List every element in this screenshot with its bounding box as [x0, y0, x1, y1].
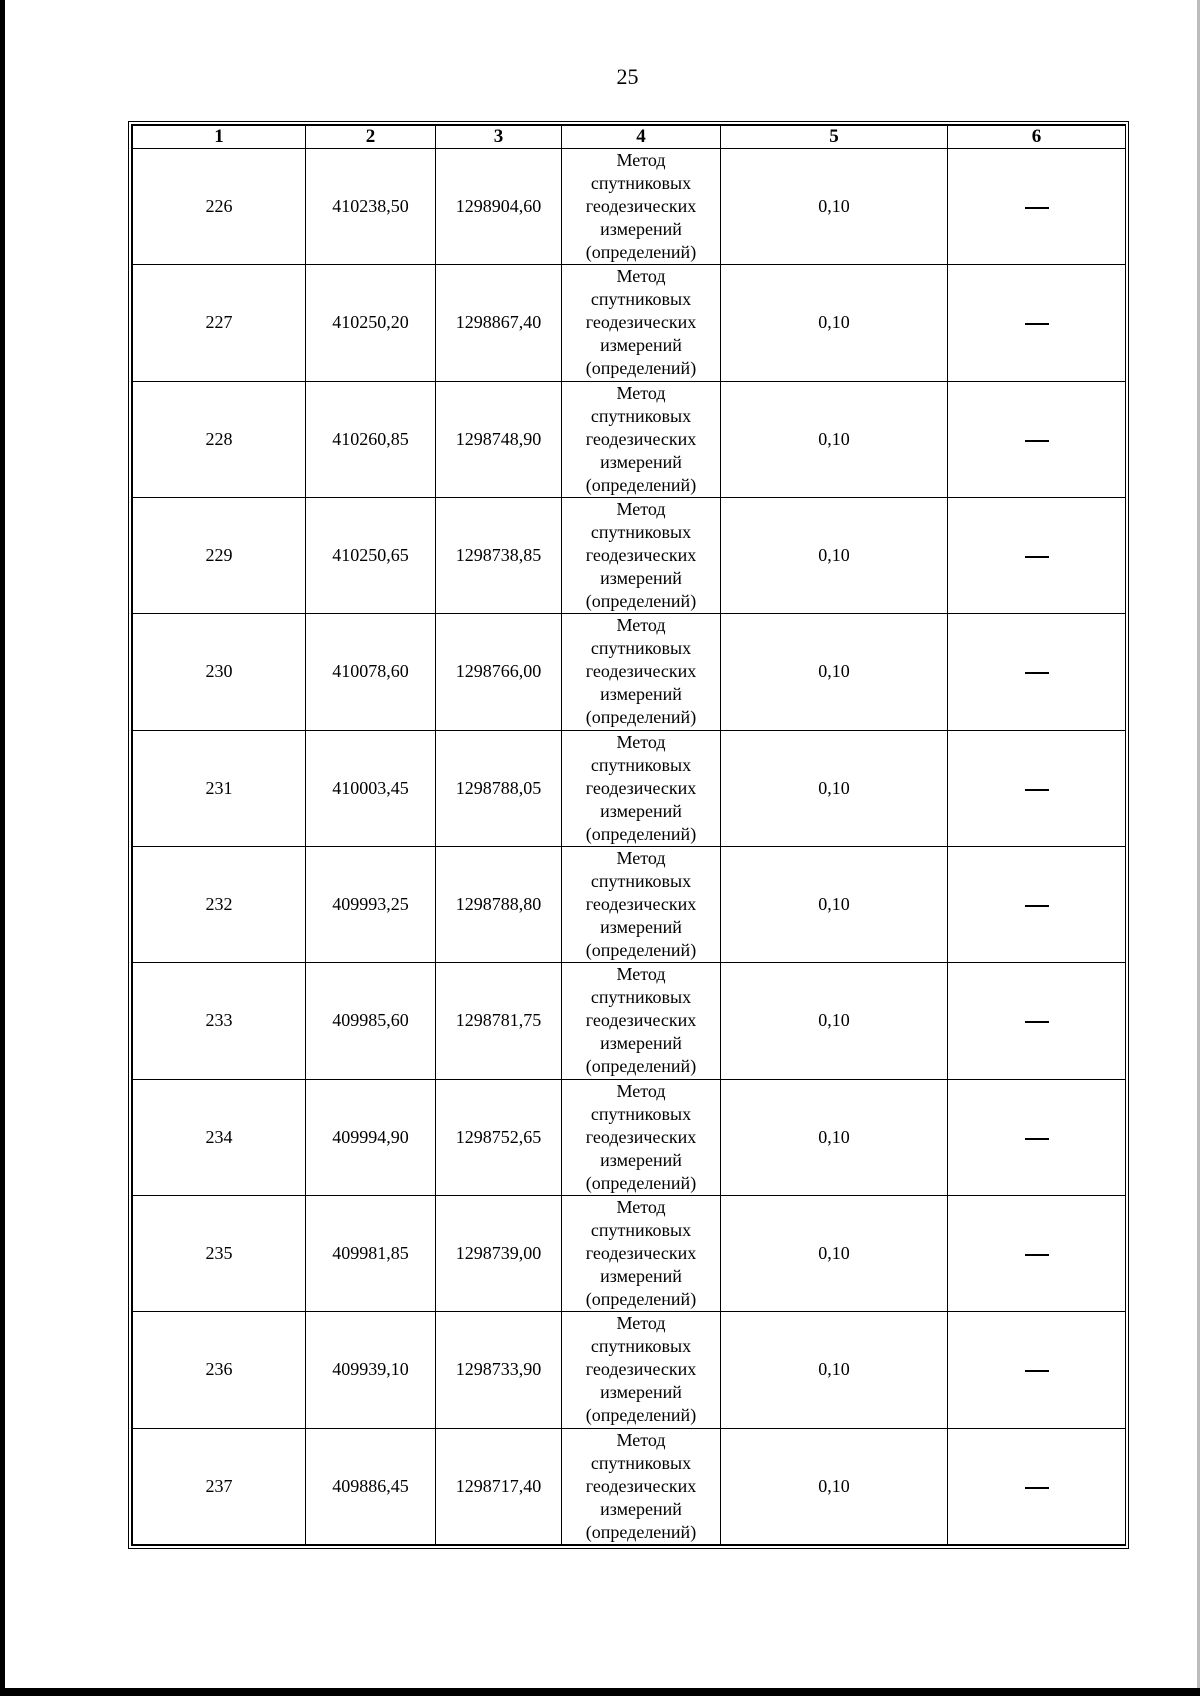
method-line: спутниковых [590, 1452, 692, 1473]
accuracy-cell: 0,10 [721, 1312, 948, 1428]
method-line: Метод [616, 266, 666, 287]
method-line: Метод [616, 382, 666, 403]
description-cell [948, 1195, 1126, 1311]
x-coordinate-cell: 409994,90 [306, 1079, 436, 1195]
method-line: геодезических [585, 1475, 697, 1496]
dash-mark [1025, 1021, 1049, 1023]
y-coordinate-cell: 1298867,40 [436, 265, 562, 381]
point-number-cell: 226 [133, 149, 306, 265]
x-coordinate-cell: 409886,45 [306, 1428, 436, 1544]
dash-mark [1025, 672, 1049, 674]
method-line: спутниковых [590, 289, 692, 310]
method-line: измерений [600, 800, 682, 821]
method-line: геодезических [585, 661, 697, 682]
table-row [133, 1195, 1126, 1311]
method-line: (определений) [585, 242, 697, 263]
point-number-cell: 236 [133, 1312, 306, 1428]
y-coordinate-cell: 1298748,90 [436, 381, 562, 497]
table-row [133, 846, 1126, 962]
description-cell [948, 963, 1126, 1079]
column-header-4: 4 [562, 126, 721, 149]
x-coordinate-cell: 410250,20 [306, 265, 436, 381]
dash-mark [1025, 323, 1049, 325]
method-line: Метод [616, 150, 666, 171]
method-line: спутниковых [590, 522, 692, 543]
dash-mark [1025, 207, 1049, 209]
y-coordinate-cell: 1298904,60 [436, 149, 562, 265]
method-line: (определений) [585, 1521, 697, 1542]
point-number-cell: 234 [133, 1079, 306, 1195]
description-cell [948, 1428, 1126, 1544]
method-line: (определений) [585, 707, 697, 728]
method-line: геодезических [585, 1359, 697, 1380]
x-coordinate-cell: 410003,45 [306, 730, 436, 846]
dash-mark [1025, 905, 1049, 907]
y-coordinate-cell: 1298717,40 [436, 1428, 562, 1544]
y-coordinate-cell: 1298766,00 [436, 614, 562, 730]
description-cell [948, 1312, 1126, 1428]
description-cell [948, 1079, 1126, 1195]
method-cell [562, 1428, 721, 1544]
description-cell [948, 149, 1126, 265]
method-line: Метод [616, 615, 666, 636]
method-line: (определений) [585, 1289, 697, 1310]
y-coordinate-cell: 1298739,00 [436, 1195, 562, 1311]
x-coordinate-cell: 410078,60 [306, 614, 436, 730]
table-row [133, 963, 1126, 1079]
method-line: (определений) [585, 823, 697, 844]
accuracy-cell: 0,10 [721, 614, 948, 730]
method-line: (определений) [585, 1172, 697, 1193]
page-number: 25 [616, 64, 639, 89]
method-line: измерений [600, 1033, 682, 1054]
table-row [133, 265, 1126, 381]
table-header-row [133, 126, 1126, 149]
table-row [133, 1428, 1126, 1544]
point-number-cell: 235 [133, 1195, 306, 1311]
method-line: измерений [600, 335, 682, 356]
method-line: Метод [616, 964, 666, 985]
table-row [133, 730, 1126, 846]
method-line: (определений) [585, 474, 697, 495]
method-line: геодезических [585, 1126, 697, 1147]
table-row [133, 614, 1126, 730]
accuracy-cell: 0,10 [721, 730, 948, 846]
method-cell [562, 497, 721, 613]
method-line: геодезических [585, 894, 697, 915]
page-edge-left [0, 0, 5, 1696]
column-header-1: 1 [133, 126, 306, 149]
description-cell [948, 730, 1126, 846]
x-coordinate-cell: 410250,65 [306, 497, 436, 613]
accuracy-cell: 0,10 [721, 381, 948, 497]
dash-mark [1025, 1370, 1049, 1372]
dash-mark [1025, 789, 1049, 791]
column-header-2: 2 [306, 126, 436, 149]
accuracy-cell: 0,10 [721, 149, 948, 265]
method-cell [562, 149, 721, 265]
method-cell [562, 381, 721, 497]
method-line: (определений) [585, 940, 697, 961]
method-cell [562, 730, 721, 846]
y-coordinate-cell: 1298781,75 [436, 963, 562, 1079]
dash-mark [1025, 1487, 1049, 1489]
description-cell [948, 381, 1126, 497]
coordinates-table [132, 125, 1126, 1545]
method-line: геодезических [585, 1010, 697, 1031]
table-row [133, 381, 1126, 497]
x-coordinate-cell: 410238,50 [306, 149, 436, 265]
column-header-6: 6 [948, 126, 1126, 149]
description-cell [948, 265, 1126, 381]
method-line: измерений [600, 917, 682, 938]
point-number-cell: 231 [133, 730, 306, 846]
accuracy-cell: 0,10 [721, 846, 948, 962]
accuracy-cell: 0,10 [721, 963, 948, 1079]
point-number-cell: 227 [133, 265, 306, 381]
dash-mark [1025, 1254, 1049, 1256]
method-line: измерений [600, 1382, 682, 1403]
method-cell [562, 265, 721, 381]
y-coordinate-cell: 1298788,80 [436, 846, 562, 962]
method-line: измерений [600, 1266, 682, 1287]
method-line: Метод [616, 499, 666, 520]
method-cell [562, 614, 721, 730]
accuracy-cell: 0,10 [721, 1195, 948, 1311]
method-line: измерений [600, 1149, 682, 1170]
method-line: (определений) [585, 1405, 697, 1426]
method-cell [562, 1312, 721, 1428]
method-cell [562, 1079, 721, 1195]
x-coordinate-cell: 409993,25 [306, 846, 436, 962]
method-line: спутниковых [590, 1220, 692, 1241]
dash-mark [1025, 440, 1049, 442]
method-line: спутниковых [590, 754, 692, 775]
column-header-5: 5 [721, 126, 948, 149]
x-coordinate-cell: 409985,60 [306, 963, 436, 1079]
method-line: измерений [600, 684, 682, 705]
method-line: Метод [616, 731, 666, 752]
x-coordinate-cell: 409939,10 [306, 1312, 436, 1428]
accuracy-cell: 0,10 [721, 1079, 948, 1195]
method-line: геодезических [585, 1243, 697, 1264]
accuracy-cell: 0,10 [721, 1428, 948, 1544]
method-line: Метод [616, 1429, 666, 1450]
method-line: спутниковых [590, 987, 692, 1008]
accuracy-cell: 0,10 [721, 497, 948, 613]
description-cell [948, 846, 1126, 962]
method-cell [562, 1195, 721, 1311]
point-number-cell: 237 [133, 1428, 306, 1544]
method-cell [562, 963, 721, 1079]
method-line: (определений) [585, 591, 697, 612]
method-line: спутниковых [590, 871, 692, 892]
dash-mark [1025, 556, 1049, 558]
x-coordinate-cell: 409981,85 [306, 1195, 436, 1311]
method-line: спутниковых [590, 173, 692, 194]
method-line: геодезических [585, 196, 697, 217]
method-line: Метод [616, 1197, 666, 1218]
point-number-cell: 229 [133, 497, 306, 613]
method-line: Метод [616, 1313, 666, 1334]
method-line: геодезических [585, 428, 697, 449]
table-row [133, 1079, 1126, 1195]
coordinates-table-frame [128, 121, 1129, 1549]
column-header-3: 3 [436, 126, 562, 149]
y-coordinate-cell: 1298733,90 [436, 1312, 562, 1428]
method-line: измерений [600, 219, 682, 240]
table-row [133, 1312, 1126, 1428]
method-line: (определений) [585, 358, 697, 379]
y-coordinate-cell: 1298738,85 [436, 497, 562, 613]
point-number-cell: 230 [133, 614, 306, 730]
method-cell [562, 846, 721, 962]
method-line: геодезических [585, 777, 697, 798]
method-line: геодезических [585, 312, 697, 333]
point-number-cell: 228 [133, 381, 306, 497]
description-cell [948, 497, 1126, 613]
method-line: Метод [616, 848, 666, 869]
method-line: измерений [600, 568, 682, 589]
method-line: (определений) [585, 1056, 697, 1077]
table-body [133, 149, 1126, 1545]
point-number-cell: 232 [133, 846, 306, 962]
page-edge-bottom [0, 1688, 1200, 1696]
method-line: измерений [600, 1498, 682, 1519]
y-coordinate-cell: 1298752,65 [436, 1079, 562, 1195]
x-coordinate-cell: 410260,85 [306, 381, 436, 497]
method-line: спутниковых [590, 1336, 692, 1357]
y-coordinate-cell: 1298788,05 [436, 730, 562, 846]
point-number-cell: 233 [133, 963, 306, 1079]
method-line: спутниковых [590, 638, 692, 659]
method-line: Метод [616, 1080, 666, 1101]
table-row [133, 497, 1126, 613]
method-line: геодезических [585, 545, 697, 566]
accuracy-cell: 0,10 [721, 265, 948, 381]
method-line: измерений [600, 451, 682, 472]
method-line: спутниковых [590, 405, 692, 426]
method-line: спутниковых [590, 1103, 692, 1124]
dash-mark [1025, 1138, 1049, 1140]
table-row [133, 149, 1126, 265]
description-cell [948, 614, 1126, 730]
